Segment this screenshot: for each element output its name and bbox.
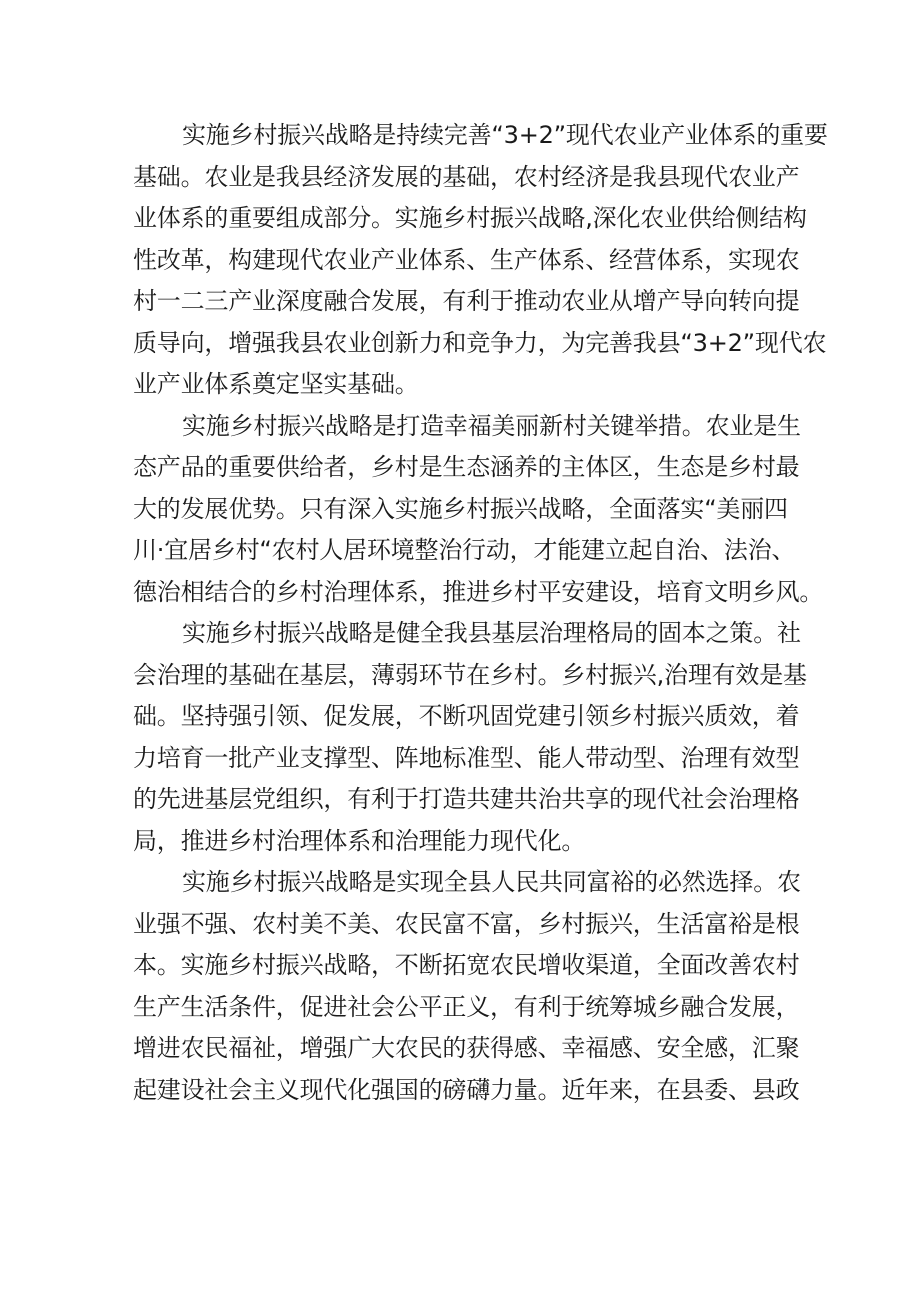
text-line: 村一二三产业深度融合发展，有利于推动农业从增产导向转向提 (133, 287, 800, 315)
text-line: 业产业体系奠定坚实基础。 (133, 370, 419, 398)
paragraph-1 (133, 115, 828, 406)
text-line: 会治理的基础在基层，薄弱环节在乡村。乡村振兴,治理有效是基 (133, 660, 807, 689)
text-line: 实施乡村振兴战略是实现全县人民共同富裕的必然选择。农 (182, 868, 801, 896)
text-line: 质导向，增强我县农业创新力和竞争力，为完善我县“3+2”现代农 (133, 328, 827, 357)
text-line: 局，推进乡村治理体系和治理能力现代化。 (133, 826, 586, 855)
paragraph-3 (133, 613, 807, 862)
text-line: 生产生活条件，促进社会公平正义，有利于统筹城乡融合发展， (133, 992, 800, 1021)
text-line: 大的发展优势。只有深入实施乡村振兴战略，全面落实“美丽四 (133, 494, 788, 523)
text-line: 基础。农业是我县经济发展的基础，农村经济是我县现代农业产 (133, 162, 800, 191)
text-line: 础。坚持强引领、促发展，不断巩固党建引领乡村振兴质效，着 (133, 702, 800, 730)
text-line: 实施乡村振兴战略是打造幸福美丽新村关键举措。农业是生 (182, 411, 801, 440)
text-line: 本。实施乡村振兴战略，不断拓宽农民增收渠道，全面改善农村 (133, 951, 800, 979)
text-line: 业体系的重要组成部分。实施乡村振兴战略,深化农业供给侧结构 (133, 204, 807, 232)
paragraph-2 (133, 406, 824, 614)
text-line: 起建设社会主义现代化强国的磅礴力量。近年来，在县委、县政 (133, 1075, 800, 1104)
text-line: 实施乡村振兴战略是持续完善“3+2”现代农业产业体系的重要 (182, 121, 828, 149)
text-line: 态产品的重要供给者，乡村是生态涵养的主体区，生态是乡村最 (133, 453, 800, 481)
text-line: 力培育一批产业支撑型、阵地标准型、能人带动型、治理有效型 (133, 743, 800, 772)
text-line: 实施乡村振兴战略是健全我县基层治理格局的固本之策。社 (182, 619, 801, 647)
text-line: 性改革，构建现代农业产业体系、生产体系、经营体系，实现农 (133, 245, 800, 274)
text-line: 川·宜居乡村“农村人居环境整治行动，才能建立起自治、法治、 (133, 536, 796, 564)
text-line: 增进农民福祉，增强广大农民的获得感、幸福感、安全感，汇聚 (133, 1034, 800, 1062)
document-body (133, 115, 828, 1111)
paragraph-4 (133, 862, 801, 1111)
text-line: 德治相结合的乡村治理体系，推进乡村平安建设，培育文明乡风。 (133, 577, 824, 606)
text-line: 业强不强、农村美不美、农民富不富，乡村振兴，生活富裕是根 (133, 909, 800, 938)
text-line: 的先进基层党组织，有利于打造共建共治共享的现代社会治理格 (133, 785, 800, 813)
